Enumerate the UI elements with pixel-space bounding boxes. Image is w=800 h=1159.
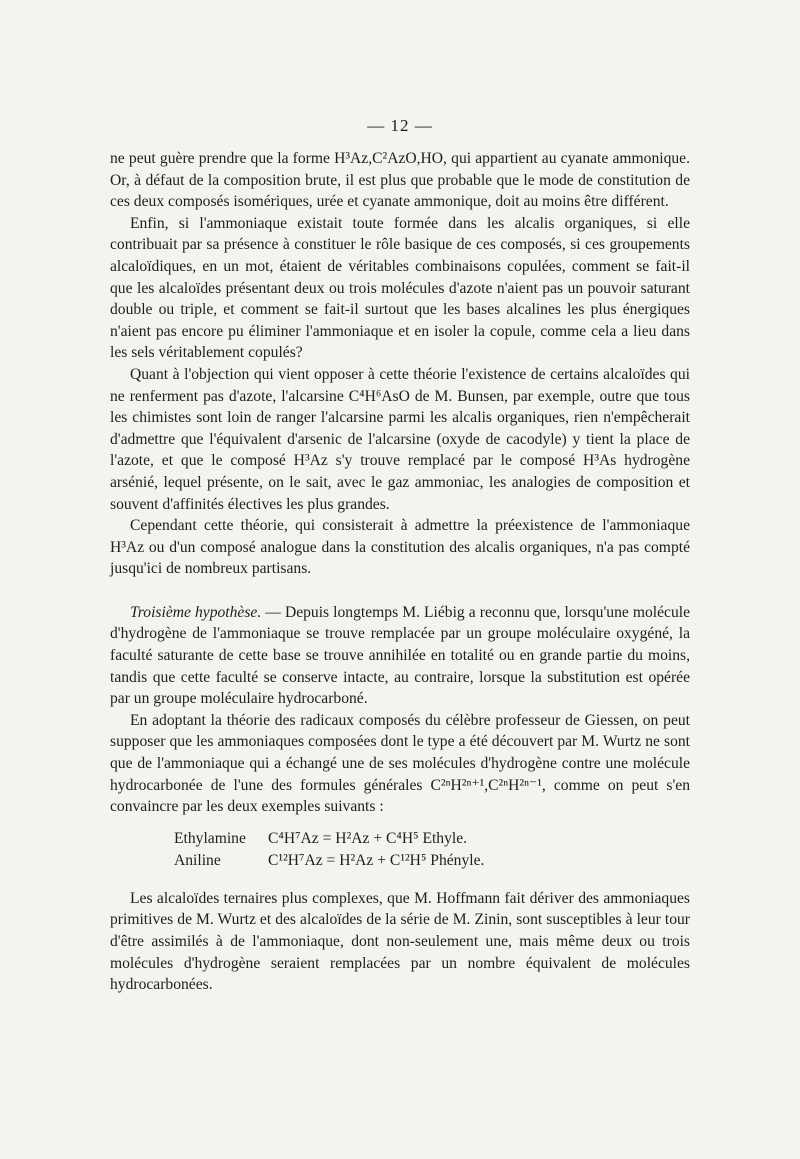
page-number: — 12 —	[367, 116, 433, 135]
paragraph-closing: Les alcaloïdes ternaires plus complexes, que M. Hoffmann fait dériver des ammoniaques primitives de M. Wurtz et des alcaloïdes de la série de M. Zinin, sont susceptibles à leur tour d'être assimilés à de l'ammoniaque, dont non-seulement une, mais même deux ou trois molécules d'hydrogène seraient remplacées par un nombre équivalent de molécules hydrocarbonées.	[110, 889, 690, 994]
equation-formula: C¹²H⁷Az = H²Az + C¹²H⁵ Phényle.	[268, 851, 485, 869]
third-hypothesis-heading: Troisième hypothèse.	[130, 603, 262, 621]
paragraph-radicals: En adoptant la théorie des radicaux composés du célèbre professeur de Giessen, on peut supposer que les ammoniaques composées dont le type a été découvert par M. Wurtz ne sont que de l'ammoniaque qui a échangé une de ses molécules d'hydrogène contre une molécule hydrocarbonée de l'une des formules générales C²ⁿH²ⁿ⁺¹,C²ⁿH²ⁿ⁻¹, comme on peut s'en convaincre par les deux exemples suivants :	[110, 711, 690, 816]
equation-row	[174, 828, 690, 850]
paragraph-third-hypothesis	[110, 602, 690, 710]
paragraph-1: ne peut guère prendre que la forme H³Az,C²AzO,HO, qui appartient au cyanate ammonique. Or, à défaut de la composition brute, il est plus que probable que le mode de constitution de ces deux composés isomériques, urée et cyanate ammonique, doit au moins être différent.	[110, 150, 690, 211]
equation-formula: C⁴H⁷Az = H²Az + C⁴H⁵ Ethyle.	[268, 829, 468, 847]
paragraph-2: Enfin, si l'ammoniaque existait toute formée dans les alcalis organiques, si elle contribuait par sa présence à constituer le rôle basique de ces composés, si ces groupements alcaloïdiques, en un mot, étaient de véritables combinaisons copulées, comment se fait-il que les alcaloïdes présentant deux ou trois molécules d'azote n'aient pas un pouvoir saturant double ou triple, et comment se fait-il surtout que les bases alcalines les plus énergiques n'aient pas encore pu éliminer l'ammoniaque et en isoler la copule, comme cela a lieu dans les sels véritablement copulés?	[110, 214, 690, 362]
equations-block	[174, 828, 690, 872]
equation-row	[174, 850, 690, 872]
equation-name: Aniline	[174, 851, 221, 869]
body-text	[110, 148, 690, 996]
paragraph-3: Quant à l'objection qui vient opposer à cette théorie l'existence de certains alcaloïdes qui ne renferment pas d'azote, l'alcarsine C⁴H⁶AsO de M. Bunsen, par exemple, outre que tous les chimistes sont loin de ranger l'alcarsine parmi les alcalis organiques, rien n'empêcherait d'admettre que l'équivalent d'arsenic de l'alcarsine (oxyde de cacodyle) y tient la place de l'azote, et que le composé H³Az s'y trouve remplacé par le composé H³As hydrogène arsénié, lequel présente, on le sait, avec le gaz ammoniac, les analogies de composition et souvent d'affinités électives les plus grandes.	[110, 365, 690, 513]
equation-name: Ethylamine	[174, 829, 246, 847]
paragraph-4: Cependant cette théorie, qui consisterait à admettre la préexistence de l'ammoniaque H³Az ou d'un composé analogue dans la constitution des alcalis organiques, n'a pas compté jusqu'ici de nombreux partisans.	[110, 517, 690, 578]
third-hypothesis-text: — Depuis longtemps M. Liébig a reconnu que, lorsqu'une molécule d'hydrogène de l'ammoniaque se trouve remplacée par un groupe moléculaire oxygéné, la faculté saturante de cette base se trouve annihilée en totalité ou en grande partie du moins, tandis que cette faculté se conserve intacte, au contraire, lorsque la substitution est opérée par un groupe moléculaire hydrocarboné.	[110, 603, 690, 708]
